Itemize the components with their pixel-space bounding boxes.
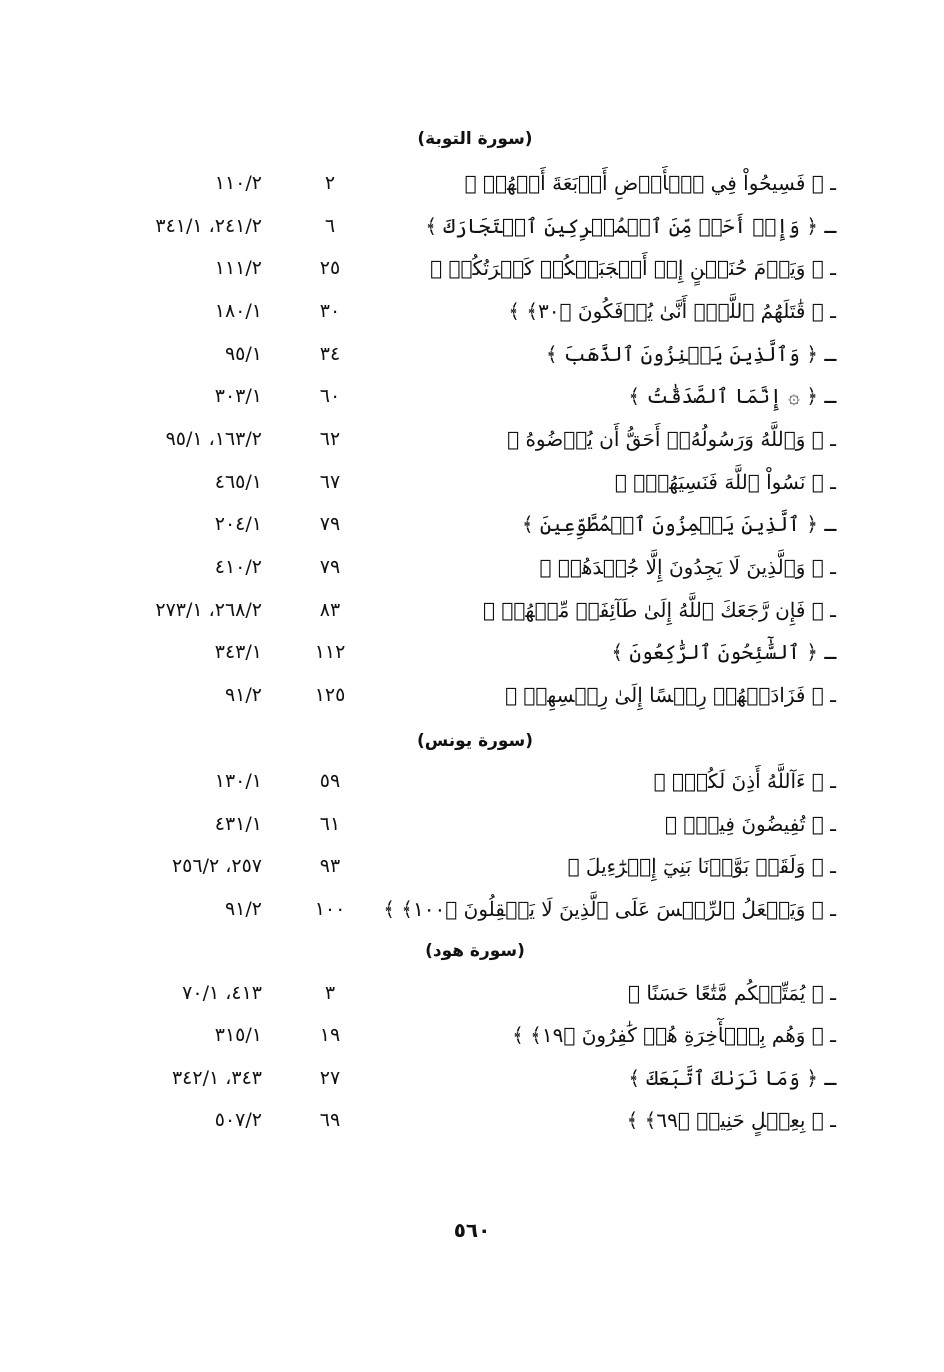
- verse-number: ٦٠: [319, 385, 341, 407]
- verse-text: ـ ﴿ ٱلَّذِينَ يَلۡمِزُونَ ٱلۡمُطَّوِّعِينَ ﴾: [521, 512, 836, 536]
- page-reference: ٣٠٣/١: [214, 385, 262, 407]
- page-reference: ١٣٠/١: [214, 770, 262, 792]
- table-row: [0, 1063, 944, 1093]
- table-row: [0, 381, 944, 411]
- table-row: [0, 595, 944, 625]
- table-row: [0, 978, 944, 1008]
- verse-text: ـ ﴿ يُمَتِّعۡكُم مَّتَٰعًا حَسَنًا ﴾: [628, 981, 836, 1005]
- page-reference: ١٦٣/٢، ٩٥/١: [165, 428, 262, 450]
- verse-number: ٥٩: [319, 770, 341, 792]
- verse-text: ـ ﴿ ۞ إِنَّمَا ٱلصَّدَقَٰتُ ﴾: [628, 384, 836, 408]
- page-number: ٥٦٠: [453, 1218, 491, 1242]
- table-row: [0, 211, 944, 241]
- verse-number: ٩٣: [319, 855, 341, 877]
- table-row: [0, 168, 944, 198]
- verse-number: ١٠٠: [314, 898, 346, 920]
- section-title-tawbah: (سورة التوبة): [417, 129, 533, 149]
- verse-text: ـ ﴿ وَمَا نَرَىٰكَ ٱتَّبَعَكَ ﴾: [628, 1066, 836, 1090]
- page-reference: ٤٣١/١: [214, 813, 262, 835]
- page-reference: ٣٤٣، ٣٤٢/١: [171, 1067, 262, 1089]
- page-reference: ٢٦٨/٢، ٢٧٣/١: [155, 599, 262, 621]
- table-row: [0, 1105, 944, 1135]
- table-row: [0, 467, 944, 497]
- verse-text: ـ ﴿ بِعِجۡلٍ حَنِيذٖ ﴿٦٩﴾ ﴾: [626, 1108, 836, 1132]
- verse-text: ـ ﴿ فَإِن رَّجَعَكَ ٱللَّهُ إِلَىٰ طَآئِفَةٖ مِّنۡهُمۡ ﴾: [483, 598, 836, 622]
- table-row: [0, 766, 944, 796]
- verse-text: ـ ﴿ وَٱلَّذِينَ يَكۡنِزُونَ ٱلذَّهَبَ ﴾: [545, 342, 836, 366]
- table-row: [0, 296, 944, 326]
- verse-text: ـ ﴿ نَسُواْ ٱللَّهَ فَنَسِيَهُمۡۚ ﴾: [614, 470, 836, 494]
- table-row: [0, 637, 944, 667]
- page-reference: ٣٤٣/١: [214, 641, 262, 663]
- verse-text: ـ ﴿ ءَآللَّهُ أَذِنَ لَكُمۡۖ ﴾: [653, 769, 836, 793]
- section-title-yunus: (سورة يونس): [416, 731, 534, 751]
- page-reference: ١٨٠/١: [214, 300, 262, 322]
- verse-number: ٢: [324, 172, 336, 194]
- verse-text: ـ ﴿ وَإِنۡ أَحَدٞ مِّنَ ٱلۡمُشۡرِكِينَ ٱسۡتَجَارَكَ ﴾: [425, 214, 836, 238]
- verse-text: ـ ﴿ وَهُم بِٱلۡأٓخِرَةِ هُمۡ كَٰفِرُونَ ﴿١٩﴾ ﴾: [512, 1023, 836, 1047]
- table-row: [0, 424, 944, 454]
- page-reference: ٢٤١/٢، ٣٤١/١: [155, 215, 262, 237]
- verse-number: ٣٠: [319, 300, 341, 322]
- page-reference: ٤١٠/٢: [214, 556, 262, 578]
- verse-text: ـ ﴿ تُفِيضُونَ فِيهِۚ ﴾: [665, 812, 836, 836]
- verse-number: ٨٣: [319, 599, 341, 621]
- page-reference: ٤١٣، ٧٠/١: [182, 982, 262, 1004]
- table-row: [0, 552, 944, 582]
- verse-text: ـ ﴿ قَٰتَلَهُمُ ٱللَّهُۚ أَنَّىٰ يُؤۡفَكُونَ ﴿٣٠﴾ ﴾: [508, 299, 836, 323]
- table-row: [0, 1020, 944, 1050]
- page-reference: ٩١/٢: [224, 898, 262, 920]
- table-row: [0, 680, 944, 710]
- verse-number: ١١٢: [314, 641, 346, 663]
- table-row: [0, 509, 944, 539]
- page-reference: ١١٠/٢: [214, 172, 262, 194]
- verse-number: ٣: [324, 982, 336, 1004]
- page-reference: ٣١٥/١: [214, 1024, 262, 1046]
- verse-number: ٦٧: [319, 471, 341, 493]
- table-row: [0, 809, 944, 839]
- verse-text: ـ ﴿ فَسِيحُواْ فِي ٱلۡأَرۡضِ أَرۡبَعَةَ أَشۡهُرٖ ﴾: [464, 171, 836, 195]
- page-reference: ٢٥٧، ٢٥٦/٢: [171, 855, 262, 877]
- verse-text: ـ ﴿ فَزَادَتۡهُمۡ رِجۡسًا إِلَىٰ رِجۡسِهِمۡ ﴾: [505, 683, 836, 707]
- verse-number: ٧٩: [319, 513, 341, 535]
- page-reference: ٩٥/١: [224, 343, 262, 365]
- verse-text: ـ ﴿ وَٱلَّذِينَ لَا يَجِدُونَ إِلَّا جُهۡدَهُمۡ ﴾: [539, 555, 836, 579]
- verse-number: ٦١: [319, 813, 341, 835]
- verse-number: ٣٤: [319, 343, 341, 365]
- verse-text: ـ ﴿ وَلَقَدۡ بَوَّأۡنَا بَنِيٓ إِسۡرَٰٓءِيلَ ﴾: [567, 854, 836, 878]
- page-reference: ١١١/٢: [214, 257, 262, 279]
- verse-number: ٧٩: [319, 556, 341, 578]
- verse-text: ـ ﴿ وَيَوۡمَ حُنَيۡنٍ إِذۡ أَعۡجَبَتۡكُمۡ كَثۡرَتُكُمۡ ﴾: [430, 256, 836, 280]
- page-reference: ٥٠٧/٢: [214, 1109, 262, 1131]
- verse-text: ـ ﴿ وَيَجۡعَلُ ٱلرِّجۡسَ عَلَى ٱلَّذِينَ لَا يَعۡقِلُونَ ﴿١٠٠﴾ ﴾: [383, 897, 836, 921]
- table-row: [0, 253, 944, 283]
- page-reference: ٢٠٤/١: [214, 513, 262, 535]
- page-reference: ٤٦٥/١: [214, 471, 262, 493]
- verse-number: ١٩: [319, 1024, 341, 1046]
- section-title-hud: (سورة هود): [425, 941, 525, 961]
- verse-number: ٦: [324, 215, 336, 237]
- verse-number: ٦٩: [319, 1109, 341, 1131]
- table-row: [0, 894, 944, 924]
- page-reference: ٩١/٢: [224, 684, 262, 706]
- verse-number: ٢٧: [319, 1067, 341, 1089]
- table-row: [0, 851, 944, 881]
- verse-text: ـ ﴿ ٱلسَّٰٓئِحُونَ ٱلرَّٰكِعُونَ ﴾: [611, 640, 836, 664]
- verse-number: ١٢٥: [314, 684, 346, 706]
- verse-number: ٦٢: [319, 428, 341, 450]
- table-row: [0, 339, 944, 369]
- verse-text: ـ ﴿ وَٱللَّهُ وَرَسُولُهُۥٓ أَحَقُّ أَن يُرۡضُوهُ ﴾: [507, 427, 836, 451]
- verse-number: ٢٥: [319, 257, 341, 279]
